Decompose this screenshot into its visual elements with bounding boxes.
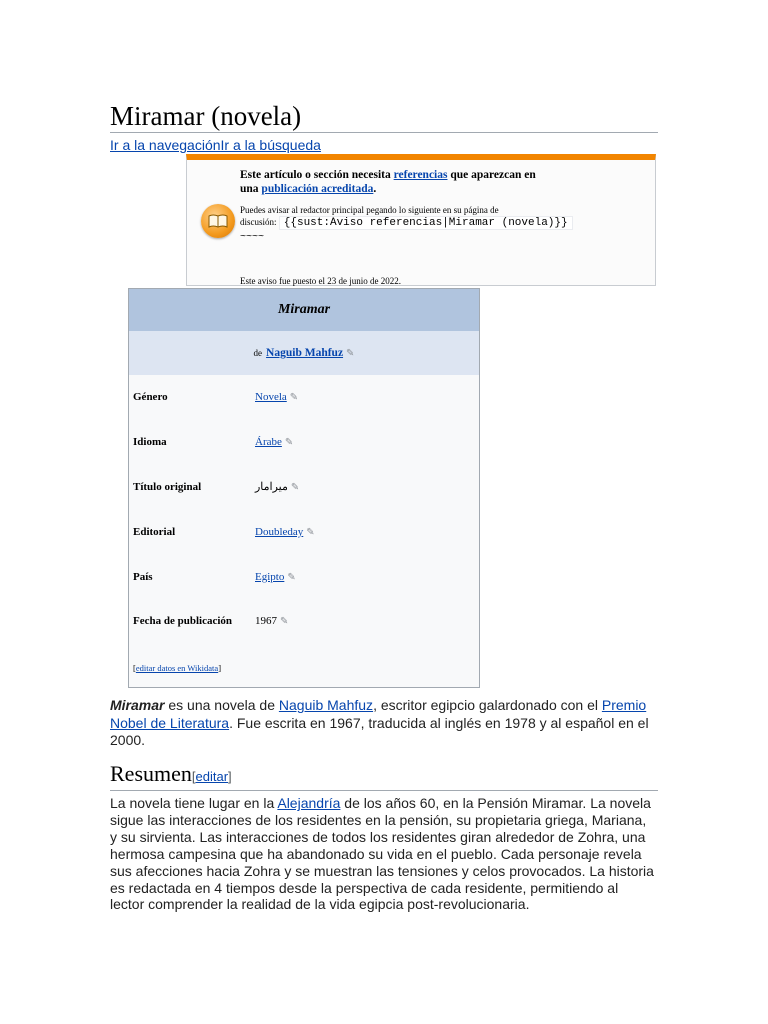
section-edit: [editar]: [191, 769, 232, 784]
signature-tildes: ~~~~: [240, 232, 265, 243]
pencil-icon[interactable]: ✎: [306, 526, 315, 538]
notice-date: Este aviso fue puesto el 23 de junio de 2022.: [240, 276, 401, 286]
intro-bold-title: Miramar: [110, 697, 165, 713]
infobox-row-fecha: Fecha de publicación 1967 ✎: [133, 615, 289, 628]
page-title: Miramar (novela): [110, 100, 658, 133]
naguib-mahfuz-link[interactable]: Naguib Mahfuz: [278, 697, 374, 713]
idioma-link[interactable]: Árabe: [255, 436, 282, 449]
publicacion-acreditada-link[interactable]: publicación acreditada: [261, 183, 374, 195]
edit-section-link[interactable]: editar: [195, 769, 229, 784]
pencil-icon[interactable]: ✎: [287, 571, 296, 583]
referencias-link[interactable]: referencias: [393, 169, 448, 181]
pais-link[interactable]: Egipto: [255, 570, 285, 583]
fecha-value: 1967: [255, 615, 277, 628]
resumen-paragraph: La novela tiene lugar en la Alejandría de los años 60, en la Pensión Miramar. La novela sigue las interacciones de los residentes en la pensión, su propietaria griega, Mariana, y su sirvienta. Las interacciones de todos los residentes giran alrededor de Zohra, una hermosa campesina que ha abandonado su vida en el pueblo. Cada personaje revela sus afecciones hacia Zohra y se muestran las tensiones y celos provocados. La historia es redactada en 4 tiempos desde la perspectiva de cada residente, permitiendo al lector comprender la realidad de la vida egipcia post-revolucionaria.: [110, 795, 654, 913]
resumen-heading: Resumen[editar]: [110, 761, 658, 791]
premio-nobel-link[interactable]: Premio Nobel de Literatura: [110, 697, 647, 731]
edit-wikidata-link[interactable]: editar datos en Wikidata: [135, 663, 219, 673]
jump-to-navigation-link[interactable]: Ir a la navegación: [110, 137, 221, 153]
infobox-author: de Naguib Mahfuz ✎: [129, 331, 479, 375]
notice-text: [240, 168, 645, 286]
notice-lead: Este artículo o sección necesita referencias que aparezcan en una publicación acreditada.: [240, 169, 536, 195]
pencil-icon[interactable]: ✎: [290, 482, 300, 494]
template-code[interactable]: {{sust:Aviso referencias|Miramar (novela)}}: [279, 216, 573, 230]
pencil-icon[interactable]: ✎: [280, 616, 289, 628]
infobox-row-pais: País Egipto ✎: [133, 570, 296, 583]
editorial-link[interactable]: Doubleday: [255, 525, 304, 538]
infobox-row-editorial: Editorial Doubleday ✎: [133, 525, 315, 538]
jump-links: [110, 137, 321, 154]
pencil-icon[interactable]: ✎: [289, 392, 299, 404]
intro-paragraph: Miramar es una novela de Naguib Mahfuz, escritor egipcio galardonado con el Premio Nobel de Literatura. Fue escrita en 1967, traducida al inglés en 1978 y al español en el 2000.: [110, 697, 649, 748]
wikidata-edit: [editar datos en Wikidata]: [133, 663, 222, 673]
titulo-original-value: ميرامار: [255, 481, 288, 494]
infobox-row-titulo-original: Título original ميرامار ✎: [133, 480, 300, 494]
pencil-icon[interactable]: ✎: [284, 437, 294, 449]
infobox-title: Miramar: [129, 289, 479, 331]
references-notice-box: [186, 154, 656, 286]
notice-advice: Puedes avisar al redactor principal pegando lo siguiente en su página de discusión: {{sust:Aviso referencias|Miramar (novela)}} ~~~~: [240, 204, 645, 244]
genero-link[interactable]: Novela: [255, 391, 287, 404]
infobox: [128, 288, 480, 688]
jump-to-search-link[interactable]: Ir a la búsqueda: [220, 137, 321, 153]
infobox-row-idioma: Idioma Árabe ✎: [133, 436, 294, 449]
pencil-icon[interactable]: ✎: [346, 347, 355, 359]
book-icon: [201, 204, 235, 238]
alejandria-link[interactable]: Alejandría: [277, 795, 341, 811]
infobox-row-genero: Género Novela ✎: [133, 391, 299, 404]
author-link[interactable]: Naguib Mahfuz: [266, 347, 344, 359]
